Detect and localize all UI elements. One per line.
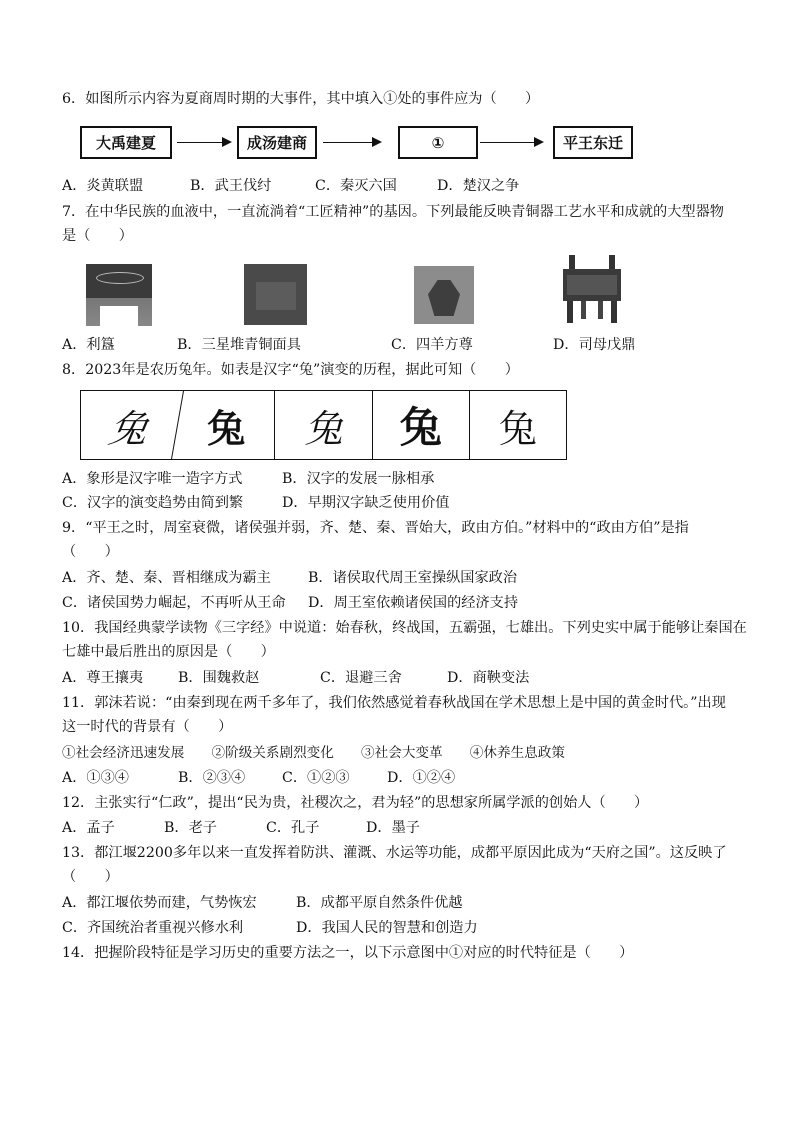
q9-option-a[interactable]: A．齐、楚、秦、晋相继成为霸主: [62, 570, 271, 586]
flow-box-4: 平王东迁: [553, 126, 633, 159]
q13-option-d[interactable]: D．我国人民的智慧和创造力: [296, 920, 478, 936]
question-10-stem-line1: 10．我国经典蒙学读物《三字经》中说道：始春秋，终战国，五霸强，七雄出。下列史实中属于能够让秦国在: [62, 620, 747, 636]
question-12-stem: 12．主张实行“仁政”，提出“民为贵，社稷次之，君为轻”的思想家所属学派的创始人（ ）: [62, 795, 649, 811]
question-6-stem: 6．如图所示内容为夏商周时期的大事件，其中填入①处的事件应为（ ）: [62, 91, 540, 107]
flow-box-3: ①: [398, 126, 478, 159]
four-goat-zun-image: [414, 266, 474, 324]
flow-arrow-2: [323, 142, 380, 143]
q13-option-c[interactable]: C．齐国统治者重视兴修水利: [62, 920, 244, 936]
q8-option-a[interactable]: A．象形是汉字唯一造字方式: [62, 471, 243, 487]
q13-option-b[interactable]: B．成都平原自然条件优越: [296, 895, 463, 911]
q7-option-c[interactable]: C．四羊方尊: [391, 337, 473, 353]
simuwu-ding-image: [559, 253, 625, 325]
q10-option-d[interactable]: D．商鞅变法: [447, 670, 530, 686]
q11-option-b[interactable]: B．②③④: [178, 770, 246, 786]
question-11-stem-line2: 这一时代的背景有（ ）: [62, 719, 233, 735]
q10-option-b[interactable]: B．围魏救赵: [178, 670, 260, 686]
question-9-stem-line2: （ ）: [62, 544, 119, 560]
q9-option-c[interactable]: C．诸侯国势力崛起，不再听从王命: [62, 595, 286, 611]
question-10-stem-line2: 七雄中最后胜出的原因是（ ）: [62, 644, 275, 660]
question-14-stem: 14．把握阶段特征是学习历史的重要方法之一，以下示意图中①对应的时代特征是（ ）: [62, 945, 634, 961]
q12-option-d[interactable]: D．墨子: [366, 820, 420, 836]
seal-script-rabbit-glyph: 兔: [275, 391, 372, 459]
q6-option-d[interactable]: D．楚汉之争: [437, 178, 520, 194]
question-9-stem-line1: 9．“平王之时，周室衰微，诸侯强并弱，齐、楚、秦、晋始大，政由方伯。”材料中的“政由方伯”是指: [62, 520, 689, 536]
flow-box-2: 成汤建商: [237, 126, 317, 159]
oracle-bone-rabbit-glyph: 兔: [75, 391, 184, 459]
q6-option-a[interactable]: A．炎黄联盟: [62, 178, 144, 194]
question-11-items: ①社会经济迅速发展 ②阶级关系剧烈变化 ③社会大变革 ④休养生息政策: [62, 745, 565, 761]
regular-script-rabbit-glyph: 兔: [498, 406, 537, 451]
q10-option-a[interactable]: A．尊王攘夷: [62, 670, 144, 686]
q13-option-a[interactable]: A．都江堰依势而建，气势恢宏: [62, 895, 257, 911]
q10-option-c[interactable]: C．退避三舍: [320, 670, 402, 686]
q7-option-a[interactable]: A．利簋: [62, 337, 115, 353]
q8-option-b[interactable]: B．汉字的发展一脉相承: [282, 471, 435, 487]
question-7-stem-line2: 是（ ）: [62, 228, 133, 244]
q6-option-c[interactable]: C．秦灭六国: [315, 178, 397, 194]
flow-box-1: 大禹建夏: [80, 126, 172, 159]
q9-option-b[interactable]: B．诸侯取代周王室操纵国家政治: [308, 570, 518, 586]
bronze-mask-image: [244, 264, 307, 325]
q7-option-d[interactable]: D．司母戊鼎: [553, 337, 636, 353]
q8-option-c[interactable]: C．汉字的演变趋势由简到繁: [62, 495, 244, 511]
flow-arrow-3: [480, 142, 542, 143]
clerical-script-rabbit-glyph: 兔: [373, 391, 470, 459]
q9-option-d[interactable]: D．周王室依赖诸侯国的经济支持: [308, 595, 519, 611]
rabbit-character-evolution-table: [80, 390, 567, 460]
question-13-stem-line1: 13．都江堰2200多年以来一直发挥着防洪、灌溉、水运等功能，成都平原因此成为“天府之国”。这反映了: [62, 845, 727, 861]
q11-option-d[interactable]: D．①②④: [387, 770, 456, 786]
question-7-stem-line1: 7．在中华民族的血液中，一直流淌着“工匠精神”的基因。下列最能反映青铜器工艺水平和成就的大型器物: [62, 204, 724, 220]
q7-option-b[interactable]: B．三星堆青铜面具: [177, 337, 301, 353]
q12-option-c[interactable]: C．孔子: [266, 820, 320, 836]
li-gui-image: [86, 264, 152, 326]
q12-option-a[interactable]: A．孟子: [62, 820, 115, 836]
bronze-script-rabbit-glyph: 兔: [178, 391, 275, 459]
q12-option-b[interactable]: B．老子: [164, 820, 217, 836]
q8-option-d[interactable]: D．早期汉字缺乏使用价值: [282, 495, 450, 511]
q11-option-c[interactable]: C．①②③: [282, 770, 350, 786]
question-11-stem-line1: 11．郭沫若说：“由秦到现在两千多年了，我们依然感觉着春秋战国在学术思想上是中国的黄金时代。”出现: [62, 695, 726, 711]
question-13-stem-line2: （ ）: [62, 869, 119, 885]
q6-option-b[interactable]: B．武王伐纣: [190, 178, 272, 194]
question-8-stem: 8．2023年是农历兔年。如表是汉字“兔”演变的历程，据此可知（ ）: [62, 362, 519, 378]
q11-option-a[interactable]: A．①③④: [62, 770, 129, 786]
flow-arrow-1: [177, 142, 230, 143]
